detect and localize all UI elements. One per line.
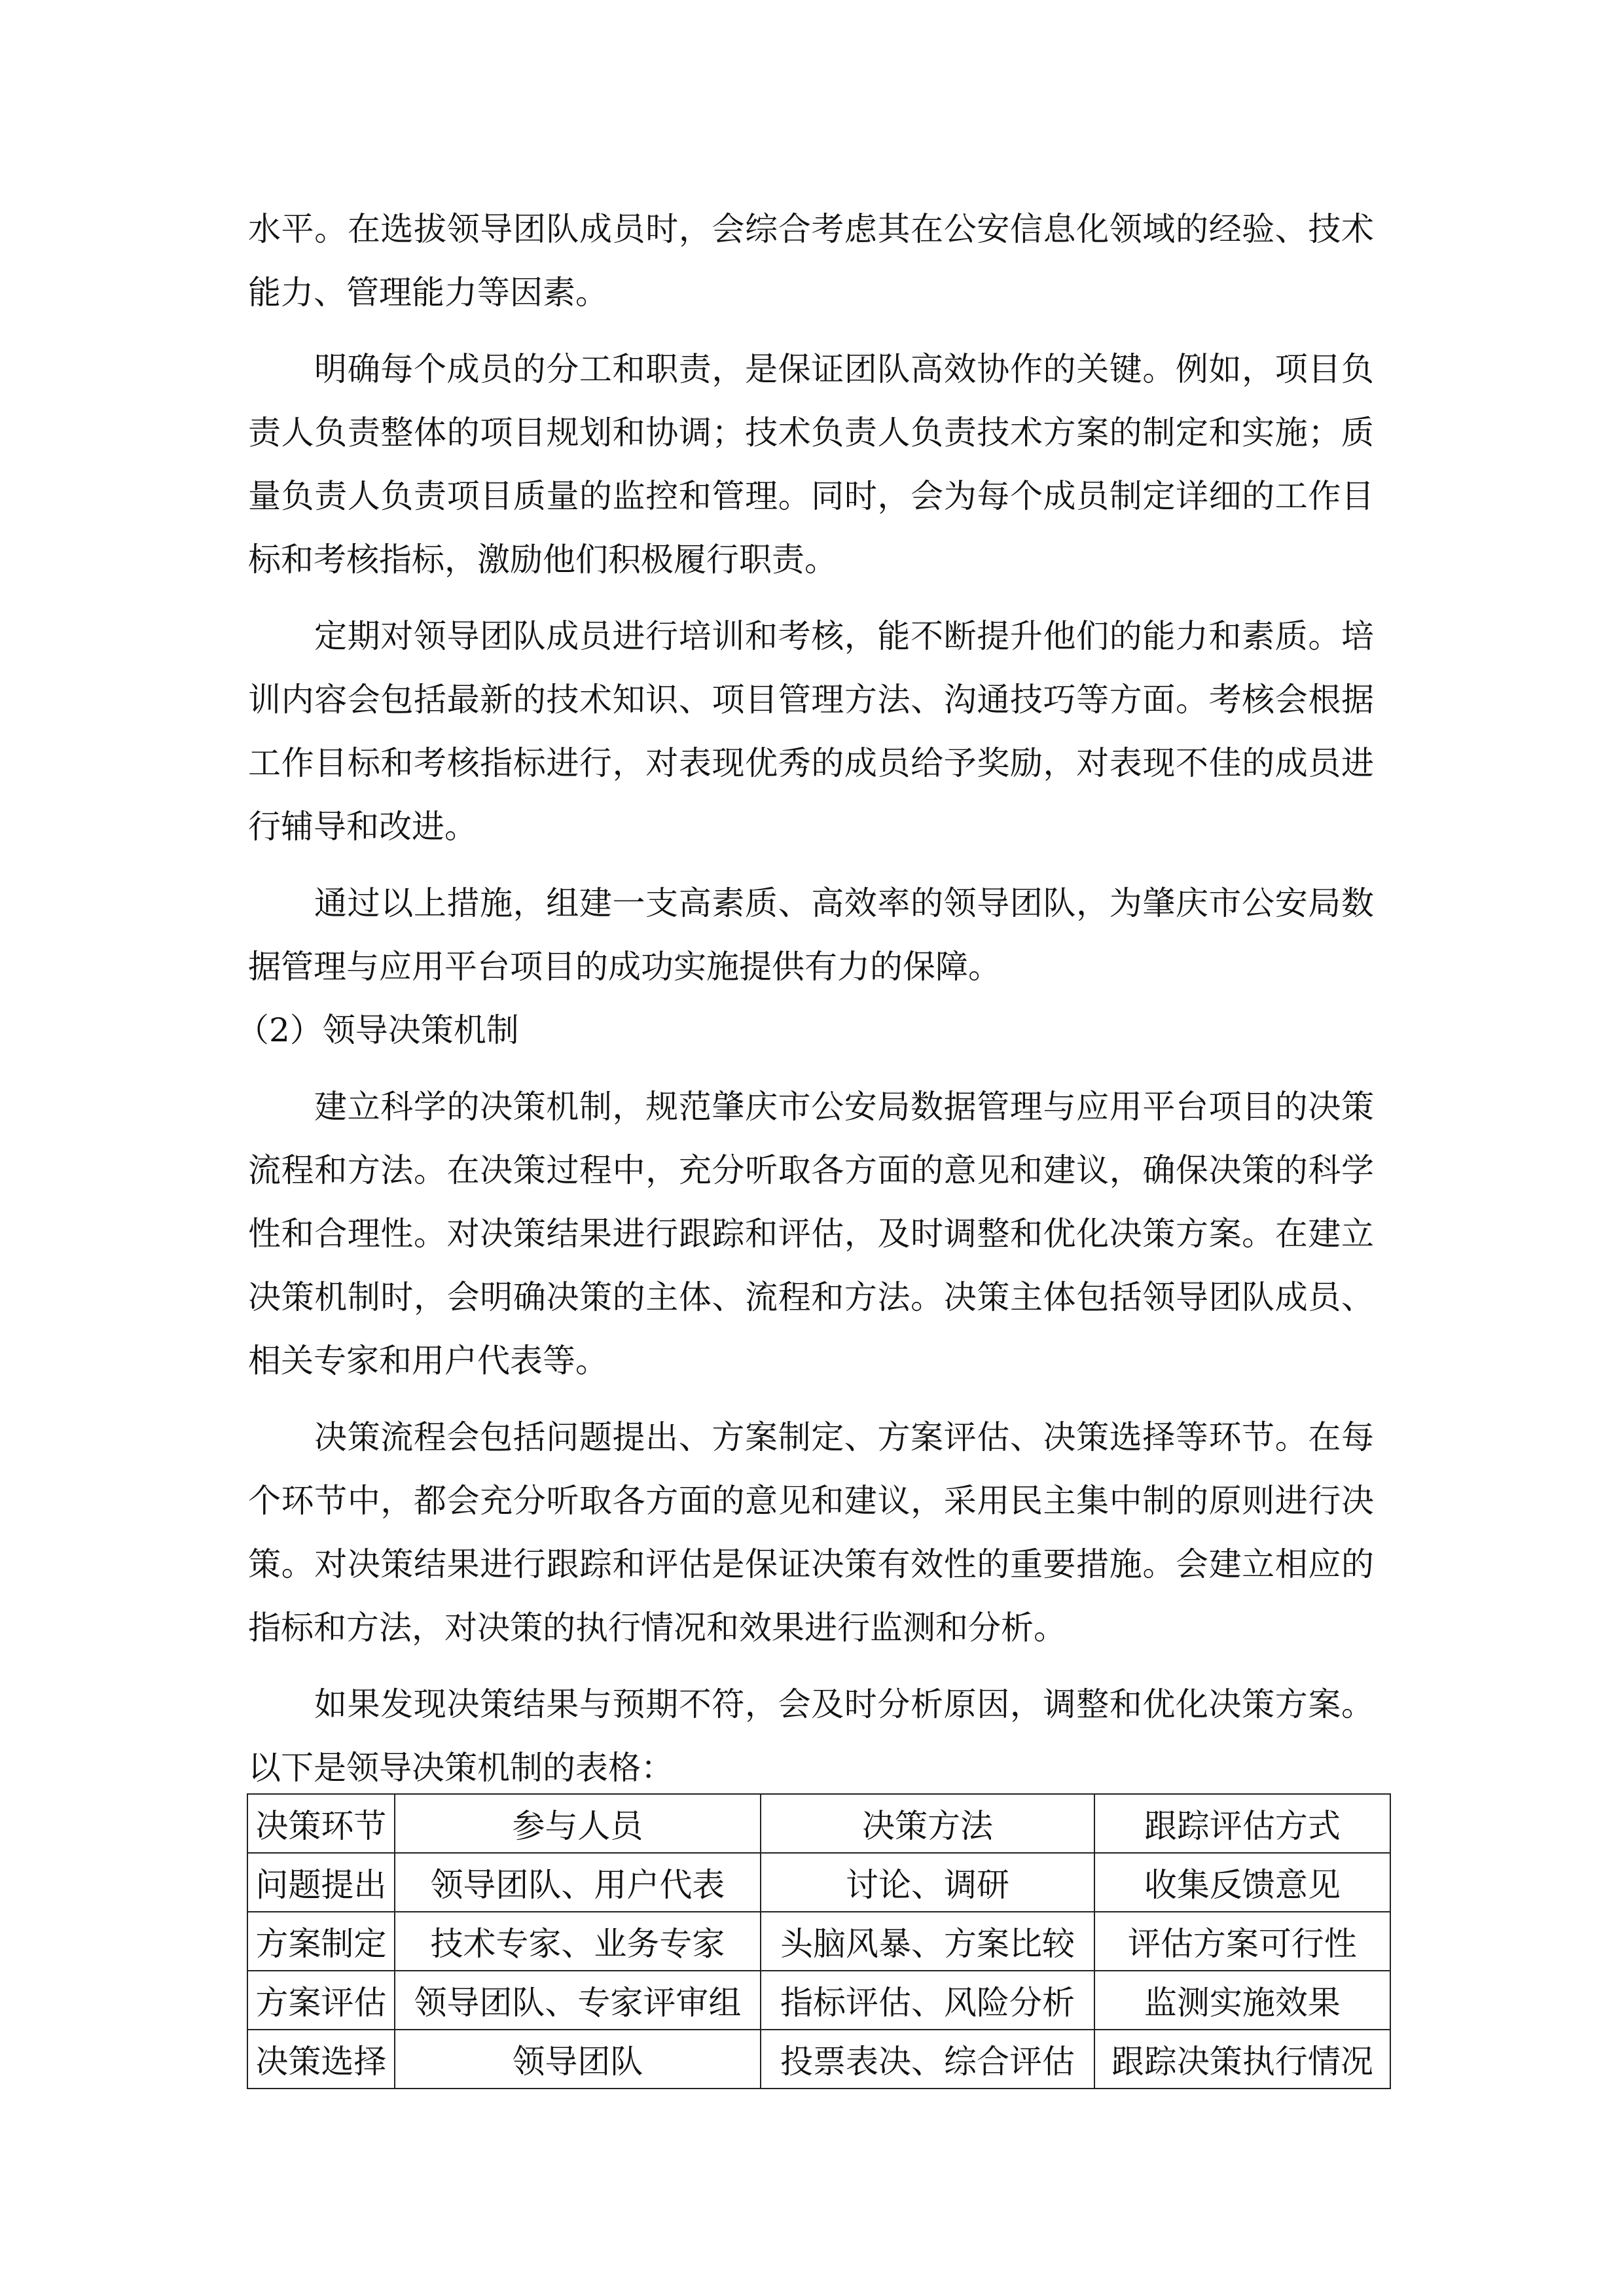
table-cell: 监测实施效果 — [1094, 1971, 1390, 2030]
table-cell: 收集反馈意见 — [1094, 1853, 1390, 1912]
text-line: 工作目标和考核指标进行，对表现优秀的成员给予奖励，对表现不佳的成员进 — [248, 744, 1374, 782]
paragraph — [248, 1673, 1374, 1800]
table-row — [247, 1912, 1390, 1971]
table-cell: 跟踪决策执行情况 — [1094, 2030, 1390, 2089]
header-cell: 决策环节 — [247, 1794, 395, 1853]
table-cell: 讨论、调研 — [761, 1853, 1094, 1912]
text-line: 流程和方法。在决策过程中，充分听取各方面的意见和建议，确保决策的科学 — [248, 1151, 1374, 1189]
table-cell: 方案评估 — [247, 1971, 395, 2030]
table-cell: 领导团队、专家评审组 — [395, 1971, 761, 2030]
text-line: 定期对领导团队成员进行培训和考核，能不断提升他们的能力和素质。培 — [314, 617, 1374, 655]
table-cell: 决策选择 — [247, 2030, 395, 2089]
header-cell: 跟踪评估方式 — [1094, 1794, 1390, 1853]
section-heading: （2）领导决策机制 — [236, 1011, 519, 1049]
paragraph-group-2 — [248, 1075, 1374, 1800]
table-cell: 技术专家、业务专家 — [395, 1912, 761, 1971]
table-cell: 投票表决、综合评估 — [761, 2030, 1094, 2089]
decision-mechanism-table — [247, 1793, 1391, 2089]
table-row — [247, 2030, 1390, 2089]
text-line: 水平。在选拔领导团队成员时，会综合考虑其在公安信息化领域的经验、技术 — [248, 210, 1374, 248]
text-line: 训内容会包括最新的技术知识、项目管理方法、沟通技巧等方面。考核会根据 — [248, 681, 1374, 719]
header-cell: 决策方法 — [761, 1794, 1094, 1853]
table-cell: 头脑风暴、方案比较 — [761, 1912, 1094, 1971]
paragraph-group-1 — [248, 198, 1374, 999]
text-line: 指标和方法，对决策的执行情况和效果进行监测和分析。 — [248, 1609, 1066, 1647]
paragraph — [248, 338, 1374, 592]
table-cell: 领导团队 — [395, 2030, 761, 2089]
table-cell: 评估方案可行性 — [1094, 1912, 1390, 1971]
text-line: 性和合理性。对决策结果进行跟踪和评估，及时调整和优化决策方案。在建立 — [248, 1215, 1374, 1253]
table-row — [247, 1853, 1390, 1912]
text-line: 能力、管理能力等因素。 — [248, 274, 608, 312]
text-line: 策。对决策结果进行跟踪和评估是保证决策有效性的重要措施。会建立相应的 — [248, 1545, 1374, 1583]
paragraph — [248, 198, 1374, 325]
table-header-row — [247, 1794, 1390, 1853]
text-line: 通过以上措施，组建一支高素质、高效率的领导团队，为肇庆市公安局数 — [314, 884, 1374, 922]
text-line: 据管理与应用平台项目的成功实施提供有力的保障。 — [248, 948, 1001, 986]
paragraph — [248, 1406, 1374, 1660]
text-line: 如果发现决策结果与预期不符，会及时分析原因，调整和优化决策方案。 — [314, 1685, 1374, 1723]
table-row — [247, 1971, 1390, 2030]
text-line: 行辅导和改进。 — [248, 808, 477, 846]
paragraph — [248, 872, 1374, 999]
table-cell: 问题提出 — [247, 1853, 395, 1912]
text-line: 量负责人负责项目质量的监控和管理。同时，会为每个成员制定详细的工作目 — [248, 477, 1374, 515]
body-text — [236, 198, 1374, 1800]
text-line: 建立科学的决策机制，规范肇庆市公安局数据管理与应用平台项目的决策 — [314, 1088, 1374, 1126]
paragraph — [248, 605, 1374, 859]
table-cell: 方案制定 — [247, 1912, 395, 1971]
text-line: 责人负责整体的项目规划和协调；技术负责人负责技术方案的制定和实施；质 — [248, 414, 1374, 452]
text-line: 决策机制时，会明确决策的主体、流程和方法。决策主体包括领导团队成员、 — [248, 1278, 1374, 1316]
table-cell: 指标评估、风险分析 — [761, 1971, 1094, 2030]
text-line: 明确每个成员的分工和职责，是保证团队高效协作的关键。例如，项目负 — [314, 350, 1374, 388]
paragraph — [248, 1075, 1374, 1393]
text-line: 以下是领导决策机制的表格： — [248, 1749, 674, 1787]
text-line: 个环节中，都会充分听取各方面的意见和建议，采用民主集中制的原则进行决 — [248, 1482, 1374, 1520]
header-cell: 参与人员 — [395, 1794, 761, 1853]
text-line: 决策流程会包括问题提出、方案制定、方案评估、决策选择等环节。在每 — [314, 1418, 1374, 1456]
table-cell: 领导团队、用户代表 — [395, 1853, 761, 1912]
text-line: 标和考核指标，激励他们积极履行职责。 — [248, 541, 837, 579]
text-line: 相关专家和用户代表等。 — [248, 1342, 608, 1380]
